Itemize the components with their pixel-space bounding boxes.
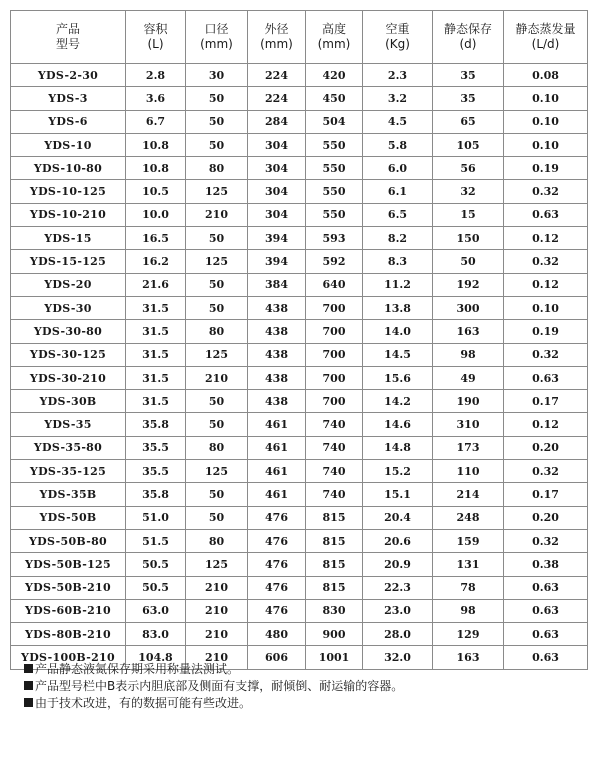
- cell-outer-diameter: 224: [248, 64, 306, 87]
- cell-model: YDS-10-125: [11, 180, 126, 203]
- cell-height: 593: [306, 227, 363, 250]
- cell-outer-diameter: 476: [248, 506, 306, 529]
- cell-static-holding-time: 159: [433, 529, 504, 552]
- cell-static-holding-time: 50: [433, 250, 504, 273]
- header-unit: (mm): [260, 37, 293, 51]
- column-header-static-evaporation-rate: [504, 11, 588, 64]
- cell-height: 815: [306, 529, 363, 552]
- cell-static-evaporation-rate: 0.32: [504, 460, 588, 483]
- cell-outer-diameter: 384: [248, 273, 306, 296]
- cell-height: 700: [306, 320, 363, 343]
- cell-volume: 31.5: [126, 366, 186, 389]
- cell-neck-diameter: 125: [186, 250, 248, 273]
- cell-height: 700: [306, 390, 363, 413]
- cell-model: YDS-50B-80: [11, 529, 126, 552]
- cell-static-holding-time: 310: [433, 413, 504, 436]
- cell-static-holding-time: 163: [433, 646, 504, 669]
- cell-empty-weight: 20.6: [363, 529, 433, 552]
- table-row: [11, 553, 588, 576]
- cell-neck-diameter: 80: [186, 157, 248, 180]
- table-row: [11, 320, 588, 343]
- cell-volume: 31.5: [126, 296, 186, 319]
- cell-neck-diameter: 125: [186, 553, 248, 576]
- cell-volume: 35.8: [126, 413, 186, 436]
- column-header-model: [11, 11, 126, 64]
- table-body: [11, 64, 588, 670]
- cell-neck-diameter: 50: [186, 133, 248, 156]
- cell-empty-weight: 6.1: [363, 180, 433, 203]
- column-header-volume: [126, 11, 186, 64]
- cell-outer-diameter: 394: [248, 227, 306, 250]
- cell-static-holding-time: 98: [433, 343, 504, 366]
- cell-volume: 16.5: [126, 227, 186, 250]
- cell-outer-diameter: 461: [248, 413, 306, 436]
- cell-static-evaporation-rate: 0.10: [504, 296, 588, 319]
- cell-neck-diameter: 80: [186, 436, 248, 459]
- cell-empty-weight: 20.4: [363, 506, 433, 529]
- table-row: [11, 506, 588, 529]
- table-row: [11, 273, 588, 296]
- header-unit: 型号: [55, 37, 80, 51]
- bullet-square-icon: [24, 681, 33, 690]
- cell-empty-weight: 14.5: [363, 343, 433, 366]
- cell-outer-diameter: 476: [248, 553, 306, 576]
- cell-outer-diameter: 438: [248, 296, 306, 319]
- table-row: [11, 64, 588, 87]
- cell-model: YDS-10: [11, 133, 126, 156]
- cell-empty-weight: 20.9: [363, 553, 433, 576]
- cell-neck-diameter: 210: [186, 366, 248, 389]
- cell-empty-weight: 6.5: [363, 203, 433, 226]
- cell-model: YDS-35: [11, 413, 126, 436]
- table-row: [11, 366, 588, 389]
- note-text: 产品静态液氮保存期采用称量法测试。: [35, 662, 240, 676]
- cell-model: YDS-2-30: [11, 64, 126, 87]
- cell-outer-diameter: 304: [248, 157, 306, 180]
- cell-static-holding-time: 32: [433, 180, 504, 203]
- spec-table: [10, 10, 588, 670]
- cell-static-holding-time: 78: [433, 576, 504, 599]
- cell-model: YDS-3: [11, 87, 126, 110]
- cell-static-holding-time: 150: [433, 227, 504, 250]
- cell-model: YDS-15: [11, 227, 126, 250]
- cell-static-holding-time: 131: [433, 553, 504, 576]
- cell-model: YDS-10-80: [11, 157, 126, 180]
- cell-empty-weight: 13.8: [363, 296, 433, 319]
- cell-outer-diameter: 394: [248, 250, 306, 273]
- cell-height: 740: [306, 413, 363, 436]
- cell-model: YDS-6: [11, 110, 126, 133]
- column-header-outer-diameter: [248, 11, 306, 64]
- cell-height: 592: [306, 250, 363, 273]
- cell-outer-diameter: 438: [248, 343, 306, 366]
- cell-empty-weight: 8.2: [363, 227, 433, 250]
- cell-volume: 63.0: [126, 599, 186, 622]
- bullet-square-icon: [24, 664, 33, 673]
- cell-model: YDS-35B: [11, 483, 126, 506]
- cell-empty-weight: 28.0: [363, 623, 433, 646]
- cell-height: 504: [306, 110, 363, 133]
- cell-volume: 51.5: [126, 529, 186, 552]
- cell-volume: 10.0: [126, 203, 186, 226]
- column-header-height: [306, 11, 363, 64]
- cell-static-evaporation-rate: 0.12: [504, 273, 588, 296]
- cell-model: YDS-10-210: [11, 203, 126, 226]
- cell-height: 550: [306, 203, 363, 226]
- header-unit: (L/d): [531, 37, 560, 51]
- cell-empty-weight: 14.2: [363, 390, 433, 413]
- cell-height: 420: [306, 64, 363, 87]
- cell-volume: 35.8: [126, 483, 186, 506]
- cell-model: YDS-50B-210: [11, 576, 126, 599]
- cell-volume: 51.0: [126, 506, 186, 529]
- cell-static-evaporation-rate: 0.10: [504, 133, 588, 156]
- cell-height: 830: [306, 599, 363, 622]
- cell-outer-diameter: 438: [248, 390, 306, 413]
- cell-static-holding-time: 248: [433, 506, 504, 529]
- cell-static-evaporation-rate: 0.10: [504, 87, 588, 110]
- table-row: [11, 436, 588, 459]
- cell-outer-diameter: 476: [248, 599, 306, 622]
- cell-volume: 10.8: [126, 157, 186, 180]
- cell-static-evaporation-rate: 0.19: [504, 320, 588, 343]
- cell-neck-diameter: 210: [186, 599, 248, 622]
- cell-volume: 3.6: [126, 87, 186, 110]
- table-row: [11, 133, 588, 156]
- cell-empty-weight: 11.2: [363, 273, 433, 296]
- cell-static-holding-time: 105: [433, 133, 504, 156]
- cell-static-evaporation-rate: 0.12: [504, 413, 588, 436]
- cell-outer-diameter: 304: [248, 180, 306, 203]
- cell-height: 900: [306, 623, 363, 646]
- cell-neck-diameter: 125: [186, 180, 248, 203]
- table-row: [11, 576, 588, 599]
- cell-model: YDS-35-125: [11, 460, 126, 483]
- cell-model: YDS-50B-125: [11, 553, 126, 576]
- cell-outer-diameter: 438: [248, 366, 306, 389]
- cell-height: 1001: [306, 646, 363, 669]
- cell-neck-diameter: 50: [186, 483, 248, 506]
- cell-model: YDS-30B: [11, 390, 126, 413]
- cell-static-holding-time: 163: [433, 320, 504, 343]
- cell-neck-diameter: 50: [186, 110, 248, 133]
- notes: [24, 661, 584, 712]
- table-row: [11, 343, 588, 366]
- cell-outer-diameter: 304: [248, 133, 306, 156]
- cell-height: 640: [306, 273, 363, 296]
- header-unit: (L): [147, 37, 164, 51]
- cell-height: 815: [306, 553, 363, 576]
- cell-empty-weight: 6.0: [363, 157, 433, 180]
- cell-empty-weight: 14.8: [363, 436, 433, 459]
- cell-static-holding-time: 15: [433, 203, 504, 226]
- header-label: 产品: [55, 22, 80, 36]
- cell-empty-weight: 32.0: [363, 646, 433, 669]
- cell-static-evaporation-rate: 0.63: [504, 623, 588, 646]
- cell-neck-diameter: 50: [186, 506, 248, 529]
- header-unit: (d): [459, 37, 477, 51]
- cell-volume: 31.5: [126, 343, 186, 366]
- cell-neck-diameter: 210: [186, 646, 248, 669]
- cell-outer-diameter: 606: [248, 646, 306, 669]
- table-row: [11, 250, 588, 273]
- cell-model: YDS-30-80: [11, 320, 126, 343]
- cell-static-holding-time: 35: [433, 64, 504, 87]
- cell-static-holding-time: 173: [433, 436, 504, 459]
- cell-volume: 31.5: [126, 320, 186, 343]
- cell-empty-weight: 15.6: [363, 366, 433, 389]
- cell-volume: 35.5: [126, 436, 186, 459]
- header-unit: (mm): [317, 37, 351, 51]
- cell-empty-weight: 23.0: [363, 599, 433, 622]
- cell-outer-diameter: 461: [248, 436, 306, 459]
- cell-neck-diameter: 50: [186, 296, 248, 319]
- cell-static-evaporation-rate: 0.63: [504, 203, 588, 226]
- cell-height: 740: [306, 436, 363, 459]
- note-item: [24, 661, 584, 678]
- cell-static-evaporation-rate: 0.32: [504, 180, 588, 203]
- cell-empty-weight: 22.3: [363, 576, 433, 599]
- cell-static-holding-time: 98: [433, 599, 504, 622]
- cell-static-evaporation-rate: 0.17: [504, 390, 588, 413]
- cell-neck-diameter: 210: [186, 576, 248, 599]
- cell-height: 450: [306, 87, 363, 110]
- cell-height: 550: [306, 133, 363, 156]
- cell-neck-diameter: 50: [186, 413, 248, 436]
- cell-empty-weight: 2.3: [363, 64, 433, 87]
- spec-table-container: [10, 10, 590, 670]
- header-unit: (Kg): [385, 37, 410, 51]
- cell-height: 740: [306, 483, 363, 506]
- table-row: [11, 390, 588, 413]
- cell-model: YDS-80B-210: [11, 623, 126, 646]
- table-row: [11, 296, 588, 319]
- cell-static-holding-time: 192: [433, 273, 504, 296]
- cell-empty-weight: 15.1: [363, 483, 433, 506]
- cell-static-evaporation-rate: 0.17: [504, 483, 588, 506]
- table-row: [11, 157, 588, 180]
- cell-volume: 50.5: [126, 576, 186, 599]
- cell-neck-diameter: 50: [186, 87, 248, 110]
- table-row: [11, 529, 588, 552]
- cell-static-holding-time: 35: [433, 87, 504, 110]
- cell-static-evaporation-rate: 0.19: [504, 157, 588, 180]
- cell-static-holding-time: 190: [433, 390, 504, 413]
- table-row: [11, 110, 588, 133]
- cell-neck-diameter: 210: [186, 623, 248, 646]
- column-header-empty-weight: [363, 11, 433, 64]
- cell-static-evaporation-rate: 0.63: [504, 576, 588, 599]
- cell-height: 550: [306, 180, 363, 203]
- cell-static-evaporation-rate: 0.12: [504, 227, 588, 250]
- cell-outer-diameter: 476: [248, 576, 306, 599]
- cell-model: YDS-30: [11, 296, 126, 319]
- cell-static-evaporation-rate: 0.63: [504, 366, 588, 389]
- cell-static-evaporation-rate: 0.20: [504, 506, 588, 529]
- cell-outer-diameter: 461: [248, 460, 306, 483]
- cell-volume: 83.0: [126, 623, 186, 646]
- cell-neck-diameter: 50: [186, 390, 248, 413]
- header-label: 高度: [321, 22, 346, 36]
- cell-neck-diameter: 80: [186, 320, 248, 343]
- cell-outer-diameter: 304: [248, 203, 306, 226]
- cell-height: 700: [306, 296, 363, 319]
- cell-model: YDS-35-80: [11, 436, 126, 459]
- table-row: [11, 413, 588, 436]
- table-row: [11, 87, 588, 110]
- cell-static-evaporation-rate: 0.32: [504, 250, 588, 273]
- cell-model: YDS-20: [11, 273, 126, 296]
- header-unit: (mm): [200, 37, 233, 51]
- cell-empty-weight: 3.2: [363, 87, 433, 110]
- cell-outer-diameter: 224: [248, 87, 306, 110]
- cell-neck-diameter: 30: [186, 64, 248, 87]
- cell-static-holding-time: 65: [433, 110, 504, 133]
- cell-volume: 31.5: [126, 390, 186, 413]
- cell-volume: 35.5: [126, 460, 186, 483]
- cell-empty-weight: 4.5: [363, 110, 433, 133]
- bullet-square-icon: [24, 698, 33, 707]
- header-label: 空重: [385, 22, 410, 36]
- cell-volume: 50.5: [126, 553, 186, 576]
- note-item: [24, 678, 584, 695]
- header-label: 容积: [143, 22, 168, 36]
- table-row: [11, 483, 588, 506]
- header-label: 静态保存: [443, 22, 492, 36]
- cell-height: 815: [306, 576, 363, 599]
- cell-empty-weight: 8.3: [363, 250, 433, 273]
- table-row: [11, 180, 588, 203]
- cell-neck-diameter: 210: [186, 203, 248, 226]
- cell-empty-weight: 15.2: [363, 460, 433, 483]
- cell-volume: 104.8: [126, 646, 186, 669]
- cell-outer-diameter: 284: [248, 110, 306, 133]
- header-label: 静态蒸发量: [515, 22, 576, 36]
- cell-outer-diameter: 476: [248, 529, 306, 552]
- cell-neck-diameter: 50: [186, 227, 248, 250]
- cell-static-holding-time: 49: [433, 366, 504, 389]
- cell-static-holding-time: 214: [433, 483, 504, 506]
- cell-volume: 2.8: [126, 64, 186, 87]
- cell-static-holding-time: 129: [433, 623, 504, 646]
- cell-static-evaporation-rate: 0.32: [504, 343, 588, 366]
- cell-model: YDS-15-125: [11, 250, 126, 273]
- header-row: [11, 11, 588, 64]
- note-text: 产品型号栏中B表示内胆底部及侧面有支撑，耐倾倒、耐运输的容器。: [35, 679, 404, 693]
- cell-model: YDS-60B-210: [11, 599, 126, 622]
- cell-height: 550: [306, 157, 363, 180]
- cell-neck-diameter: 50: [186, 273, 248, 296]
- cell-outer-diameter: 480: [248, 623, 306, 646]
- cell-static-holding-time: 300: [433, 296, 504, 319]
- cell-static-holding-time: 110: [433, 460, 504, 483]
- cell-model: YDS-100B-210: [11, 646, 126, 669]
- cell-model: YDS-30-210: [11, 366, 126, 389]
- cell-height: 700: [306, 366, 363, 389]
- note-item: [24, 695, 584, 712]
- cell-model: YDS-50B: [11, 506, 126, 529]
- cell-static-evaporation-rate: 0.08: [504, 64, 588, 87]
- column-header-static-holding-time: [433, 11, 504, 64]
- cell-empty-weight: 5.8: [363, 133, 433, 156]
- cell-static-holding-time: 56: [433, 157, 504, 180]
- cell-empty-weight: 14.6: [363, 413, 433, 436]
- cell-neck-diameter: 125: [186, 460, 248, 483]
- cell-height: 700: [306, 343, 363, 366]
- cell-outer-diameter: 438: [248, 320, 306, 343]
- header-label: 口径: [204, 22, 229, 36]
- cell-static-evaporation-rate: 0.10: [504, 110, 588, 133]
- cell-volume: 10.8: [126, 133, 186, 156]
- cell-static-evaporation-rate: 0.32: [504, 529, 588, 552]
- cell-volume: 10.5: [126, 180, 186, 203]
- table-row: [11, 623, 588, 646]
- cell-volume: 6.7: [126, 110, 186, 133]
- cell-volume: 21.6: [126, 273, 186, 296]
- cell-static-evaporation-rate: 0.63: [504, 599, 588, 622]
- header-label: 外径: [264, 22, 289, 36]
- table-row: [11, 203, 588, 226]
- column-header-neck-diameter: [186, 11, 248, 64]
- cell-outer-diameter: 461: [248, 483, 306, 506]
- note-text: 由于技术改进，有的数据可能有些改进。: [35, 696, 252, 710]
- cell-height: 740: [306, 460, 363, 483]
- table-header: [11, 11, 588, 64]
- cell-neck-diameter: 125: [186, 343, 248, 366]
- table-row: [11, 227, 588, 250]
- table-row: [11, 599, 588, 622]
- cell-height: 815: [306, 506, 363, 529]
- cell-neck-diameter: 80: [186, 529, 248, 552]
- cell-static-evaporation-rate: 0.63: [504, 646, 588, 669]
- table-row: [11, 460, 588, 483]
- cell-static-evaporation-rate: 0.38: [504, 553, 588, 576]
- cell-model: YDS-30-125: [11, 343, 126, 366]
- cell-static-evaporation-rate: 0.20: [504, 436, 588, 459]
- cell-volume: 16.2: [126, 250, 186, 273]
- cell-empty-weight: 14.0: [363, 320, 433, 343]
